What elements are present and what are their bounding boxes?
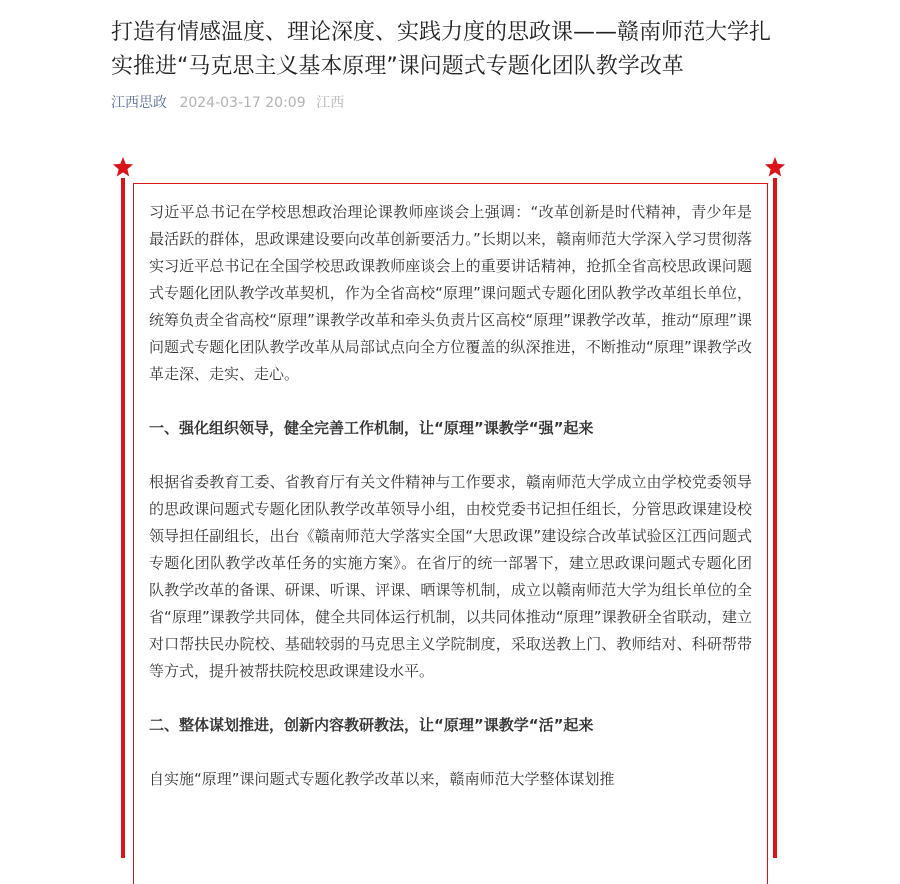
section-2-heading: 二、整体谋划推进，创新内容教研教法，让“原理”课教学“活”起来	[149, 716, 594, 734]
publish-date: 2024-03-17 20:09	[179, 95, 306, 111]
intro-paragraph: 习近平总书记在学校思想政治理论课教师座谈会上强调：“改革创新是时代精神，青少年是最活跃的群体，思政课建设要向改革创新要活力。”长期以来，赣南师范大学深入学习贯彻落实习近平总书记在全国学校思政课教师座谈会上的重要讲话精神，抢抓全省高校思政课问题式专题化团队教学改革契机，作为全省高校“原理”课问题式专题化团队教学改革组长单位，统筹负责全省高校“原理”课教学改革和牵头负责片区高校“原理”课教学改革，推动“原理”课问题式专题化团队教学改革从局部试点向全方位覆盖的纵深推进，不断推动“原理”课教学改革走深、走实、走心。	[149, 203, 752, 383]
article-content	[149, 199, 752, 820]
right-border-rail	[773, 178, 777, 858]
left-border-rail	[121, 178, 125, 858]
star-icon	[764, 156, 786, 178]
section-1-paragraph: 根据省委教育工委、省教育厅有关文件精神与工作要求，赣南师范大学成立由学校党委领导的思政课问题式专题化团队教学改革领导小组，由校党委书记担任组长，分管思政课建设校领导担任副组长，出台《赣南师范大学落实全国“大思政课”建设综合改革试验区江西问题式专题化团队教学改革任务的实施方案》。在省厅的统一部署下，建立思政课问题式专题化团队教学改革的备课、研课、听课、评课、晒课等机制，成立以赣南师范大学为组长单位的全省“原理”课教学共同体，健全共同体运行机制，以共同体推动“原理”课教研全省联动，建立对口帮扶民办院校、基础较弱的马克思主义学院制度，采取送教上门、教师结对、科研帮带等方式，提升被帮扶院校思政课建设水平。	[149, 473, 752, 680]
article-title: 打造有情感温度、理论深度、实践力度的思政课——赣南师范大学扎实推进“马克思主义基本原理”课问题式专题化团队教学改革	[111, 20, 772, 79]
publish-location: 江西	[316, 95, 345, 111]
section-1-heading: 一、强化组织领导，健全完善工作机制，让“原理”课教学“强”起来	[149, 419, 594, 437]
section-2-paragraph: 自实施“原理”课问题式专题化教学改革以来，赣南师范大学整体谋划推	[149, 770, 615, 788]
article-meta	[111, 93, 344, 113]
star-icon	[112, 156, 134, 178]
account-name-link[interactable]: 江西思政	[111, 95, 167, 111]
